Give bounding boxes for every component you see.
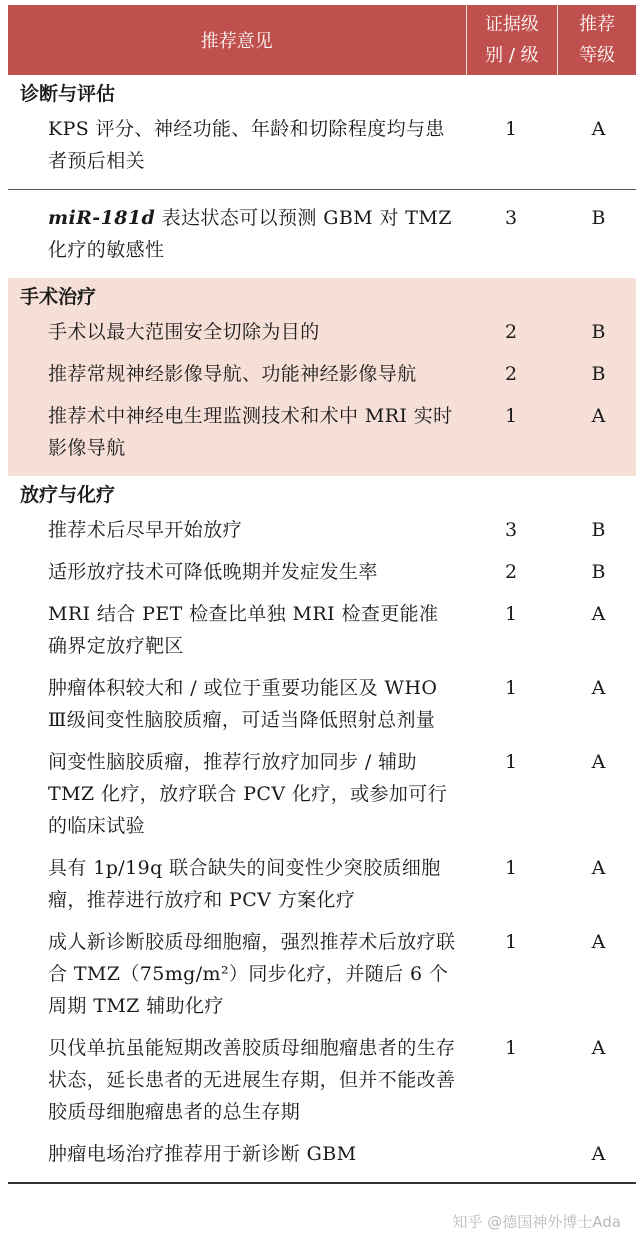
evidence-level: 1: [504, 118, 518, 140]
recommendation-text: 肿瘤电场治疗推荐用于新诊断 GBM: [48, 1143, 357, 1165]
evidence-level: 2: [504, 321, 518, 343]
table-row: [8, 202, 636, 276]
recommendation-grade: B: [591, 363, 606, 385]
evidence-level: 1: [504, 1037, 518, 1059]
evidence-level: 3: [504, 207, 518, 229]
evidence-level: 1: [504, 677, 518, 699]
header-recommendation-grade: 推荐 等级: [557, 5, 636, 75]
recommendation-text: 推荐术后尽早开始放疗: [48, 519, 243, 541]
table-row: [8, 514, 636, 556]
header-recommendation: 推荐意见: [200, 31, 273, 52]
evidence-level: 2: [504, 561, 518, 583]
recommendation-text: miR-181d 表达状态可以预测 GBM 对 TMZ 化疗的敏感性: [48, 207, 452, 261]
recommendation-text: 成人新诊断胶质母细胞瘤，强烈推荐术后放疗联合 TMZ（75mg/m²）同步化疗，并随后 6 个周期 TMZ 辅助化疗: [48, 931, 456, 1017]
recommendation-text: 肿瘤体积较大和 / 或位于重要功能区及 WHO Ⅲ级间变性脑胶质瘤，可适当降低照射总剂量: [48, 677, 438, 731]
recommendation-text: KPS 评分、神经功能、年龄和切除程度均与患者预后相关: [48, 118, 445, 172]
header-evidence-level: 证据级 别 / 级: [466, 5, 558, 75]
recommendation-text: 贝伐单抗虽能短期改善胶质母细胞瘤患者的生存状态，延长患者的无进展生存期，但并不能改善胶质母细胞瘤患者的总生存期: [48, 1037, 456, 1123]
table-section: [8, 278, 636, 476]
table-row: [8, 1138, 636, 1180]
recommendation-text: MRI 结合 PET 检查比单独 MRI 检查更能准确界定放疗靶区: [48, 603, 439, 657]
recommendation-text: 手术以最大范围安全切除为目的: [48, 321, 320, 343]
recommendation-text: 间变性脑胶质瘤，推荐行放疗加同步 / 辅助 TMZ 化疗，放疗联合 PCV 化疗，或参加可行的临床试验: [48, 751, 448, 837]
table-row: [8, 1032, 636, 1138]
table-row: [8, 852, 636, 926]
recommendation-text: 适形放疗技术可降低晚期并发症发生率: [48, 561, 378, 583]
table-row: [8, 316, 636, 358]
table-row: [8, 926, 636, 1032]
recommendation-grade: A: [591, 677, 606, 699]
recommendation-table: [8, 5, 636, 1184]
evidence-level: [456, 1138, 566, 1170]
section-title: 诊断与评估: [20, 83, 116, 105]
recommendation-grade: A: [591, 1143, 606, 1165]
section-title: 放疗与化疗: [20, 484, 116, 506]
table-row: [8, 556, 636, 598]
recommendation-grade: B: [591, 519, 606, 541]
recommendation-grade: A: [591, 751, 606, 773]
table-section: [8, 189, 636, 278]
recommendation-grade: A: [591, 1037, 606, 1059]
evidence-level: 1: [504, 931, 518, 953]
recommendation-text: 推荐术中神经电生理监测技术和术中 MRI 实时影像导航: [48, 405, 453, 459]
table-row: [8, 113, 636, 187]
evidence-level: 1: [504, 603, 518, 625]
evidence-level: 1: [504, 751, 518, 773]
recommendation-text: 推荐常规神经影像导航、功能神经影像导航: [48, 363, 417, 385]
evidence-level: 3: [504, 519, 518, 541]
evidence-level: 2: [504, 363, 518, 385]
recommendation-grade: A: [591, 603, 606, 625]
recommendation-grade: B: [591, 321, 606, 343]
recommendation-grade: A: [591, 118, 606, 140]
table-row: [8, 746, 636, 852]
recommendation-grade: A: [591, 405, 606, 427]
watermark: 知乎 @德国神外博士Ada: [452, 1213, 621, 1231]
table-section: [8, 476, 636, 1182]
evidence-level: 1: [504, 405, 518, 427]
table-row: [8, 358, 636, 400]
table-row: [8, 400, 636, 474]
section-title: 手术治疗: [20, 286, 97, 308]
recommendation-grade: A: [591, 931, 606, 953]
evidence-level: 1: [504, 857, 518, 879]
recommendation-grade: A: [591, 857, 606, 879]
table-row: [8, 598, 636, 672]
table-header: [8, 5, 636, 75]
table-body: [8, 75, 636, 1182]
table-section: [8, 75, 636, 189]
recommendation-grade: B: [591, 561, 606, 583]
recommendation-text: 具有 1p/19q 联合缺失的间变性少突胶质细胞瘤，推荐进行放疗和 PCV 方案化疗: [48, 857, 441, 911]
table-row: [8, 672, 636, 746]
recommendation-grade: B: [591, 207, 606, 229]
